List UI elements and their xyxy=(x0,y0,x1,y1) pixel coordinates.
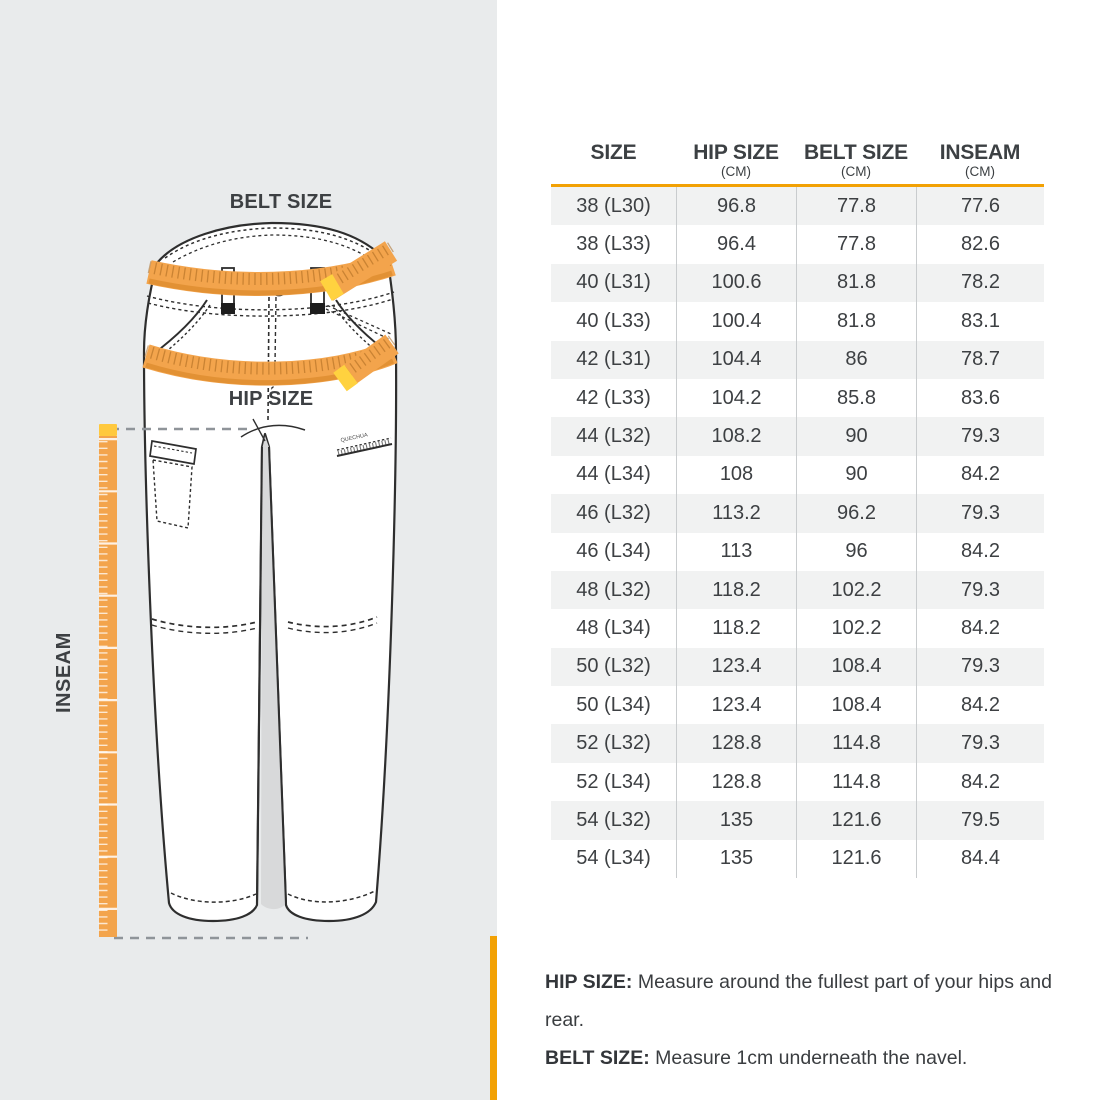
table-cell: 108.4 xyxy=(796,648,916,686)
table-cell: 40 (L31) xyxy=(576,271,651,294)
table-row xyxy=(551,801,1044,839)
table-cell: 90 xyxy=(796,456,916,494)
brand-tag: QUECHUA xyxy=(340,432,369,444)
table-cell: 84.2 xyxy=(916,763,1044,801)
measurement-notes xyxy=(545,963,1065,1077)
table-row xyxy=(551,264,1044,302)
belt-size-note-text: Measure 1cm underneath the navel. xyxy=(649,1047,968,1069)
accent-bar xyxy=(490,936,497,1100)
hip-size-note-label: HIP SIZE: xyxy=(545,971,633,993)
table-cell: 48 (L34) xyxy=(576,616,651,639)
table-cell: 90 xyxy=(796,417,916,455)
table-cell: 78.7 xyxy=(916,341,1044,379)
table-row xyxy=(551,456,1044,494)
table-cell: 96.4 xyxy=(676,225,796,263)
table-cell: 79.3 xyxy=(916,571,1044,609)
belt-size-note xyxy=(545,1039,1065,1077)
table-body xyxy=(551,187,1044,878)
table-cell: 84.4 xyxy=(916,840,1044,878)
table-cell: 48 (L32) xyxy=(576,578,651,601)
table-cell: 100.4 xyxy=(676,302,796,340)
table-row xyxy=(551,494,1044,532)
column-header-size: SIZE xyxy=(590,141,637,164)
table-cell: 123.4 xyxy=(676,686,796,724)
table-cell: 86 xyxy=(796,341,916,379)
table-cell: 96.2 xyxy=(796,494,916,532)
table-cell: 118.2 xyxy=(676,609,796,647)
table-cell: 102.2 xyxy=(796,609,916,647)
table-cell: 54 (L32) xyxy=(576,808,651,831)
table-cell: 50 (L32) xyxy=(576,655,651,678)
table-cell: 79.3 xyxy=(916,724,1044,762)
table-row xyxy=(551,609,1044,647)
table-cell: 78.2 xyxy=(916,264,1044,302)
table-cell: 108 xyxy=(676,456,796,494)
table-cell: 52 (L34) xyxy=(576,770,651,793)
table-cell: 46 (L32) xyxy=(576,501,651,524)
table-row xyxy=(551,571,1044,609)
illustration-panel xyxy=(0,0,497,1100)
table-cell: 123.4 xyxy=(676,648,796,686)
table-cell: 38 (L30) xyxy=(576,194,651,217)
table-cell: 84.2 xyxy=(916,609,1044,647)
table-cell: 79.3 xyxy=(916,648,1044,686)
table-cell: 84.2 xyxy=(916,686,1044,724)
table-cell: 113 xyxy=(676,533,796,571)
table-cell: 128.8 xyxy=(676,763,796,801)
table-cell: 77.8 xyxy=(796,187,916,225)
table-cell: 79.3 xyxy=(916,494,1044,532)
column-header-hip-size: HIP SIZE (CM) xyxy=(693,141,779,179)
size-table xyxy=(551,131,1044,878)
table-row xyxy=(551,724,1044,762)
table-cell: 85.8 xyxy=(796,379,916,417)
table-cell: 81.8 xyxy=(796,264,916,302)
table-cell: 42 (L33) xyxy=(576,386,651,409)
inseam-label: INSEAM xyxy=(53,632,75,714)
table-cell: 44 (L34) xyxy=(576,463,651,486)
belt-size-label: BELT SIZE xyxy=(229,191,333,213)
column-header-inseam: INSEAM (CM) xyxy=(939,141,1021,179)
table-cell: 96 xyxy=(796,533,916,571)
table-cell: 128.8 xyxy=(676,724,796,762)
table-cell: 50 (L34) xyxy=(576,693,651,716)
table-cell: 44 (L32) xyxy=(576,425,651,448)
table-cell: 83.6 xyxy=(916,379,1044,417)
table-row xyxy=(551,763,1044,801)
table-cell: 84.2 xyxy=(916,533,1044,571)
table-row xyxy=(551,686,1044,724)
table-row xyxy=(551,187,1044,225)
table-row xyxy=(551,379,1044,417)
table-cell: 135 xyxy=(676,840,796,878)
table-cell: 135 xyxy=(676,801,796,839)
table-cell: 77.8 xyxy=(796,225,916,263)
table-cell: 113.2 xyxy=(676,494,796,532)
table-cell: 100.6 xyxy=(676,264,796,302)
hip-size-note-text: Measure around the fullest part of your hips and rear. xyxy=(545,971,1052,1031)
table-row xyxy=(551,302,1044,340)
table-row xyxy=(551,417,1044,455)
table-cell: 79.5 xyxy=(916,801,1044,839)
table-row xyxy=(551,648,1044,686)
table-header xyxy=(551,131,1044,184)
pants-illustration xyxy=(0,0,497,1100)
table-cell: 104.2 xyxy=(676,379,796,417)
hip-size-label: HIP SIZE xyxy=(228,388,314,410)
inseam-ruler xyxy=(99,424,117,937)
table-cell: 82.6 xyxy=(916,225,1044,263)
table-cell: 40 (L33) xyxy=(576,309,651,332)
table-cell: 96.8 xyxy=(676,187,796,225)
column-header-belt-size: BELT SIZE (CM) xyxy=(804,141,908,179)
table-cell: 77.6 xyxy=(916,187,1044,225)
table-cell: 81.8 xyxy=(796,302,916,340)
belt-size-note-label: BELT SIZE: xyxy=(545,1047,650,1069)
table-cell: 108.2 xyxy=(676,417,796,455)
table-cell: 102.2 xyxy=(796,571,916,609)
table-cell: 118.2 xyxy=(676,571,796,609)
table-cell: 79.3 xyxy=(916,417,1044,455)
table-row xyxy=(551,341,1044,379)
table-cell: 121.6 xyxy=(796,801,916,839)
table-cell: 83.1 xyxy=(916,302,1044,340)
table-cell: 38 (L33) xyxy=(576,233,651,256)
table-cell: 114.8 xyxy=(796,724,916,762)
table-cell: 104.4 xyxy=(676,341,796,379)
hip-size-note xyxy=(545,963,1065,1039)
table-cell: 114.8 xyxy=(796,763,916,801)
table-row xyxy=(551,840,1044,878)
table-cell: 54 (L34) xyxy=(576,847,651,870)
table-row xyxy=(551,533,1044,571)
table-cell: 108.4 xyxy=(796,686,916,724)
table-cell: 42 (L31) xyxy=(576,348,651,371)
table-row xyxy=(551,225,1044,263)
table-cell: 52 (L32) xyxy=(576,732,651,755)
table-cell: 121.6 xyxy=(796,840,916,878)
table-cell: 84.2 xyxy=(916,456,1044,494)
table-cell: 46 (L34) xyxy=(576,540,651,563)
